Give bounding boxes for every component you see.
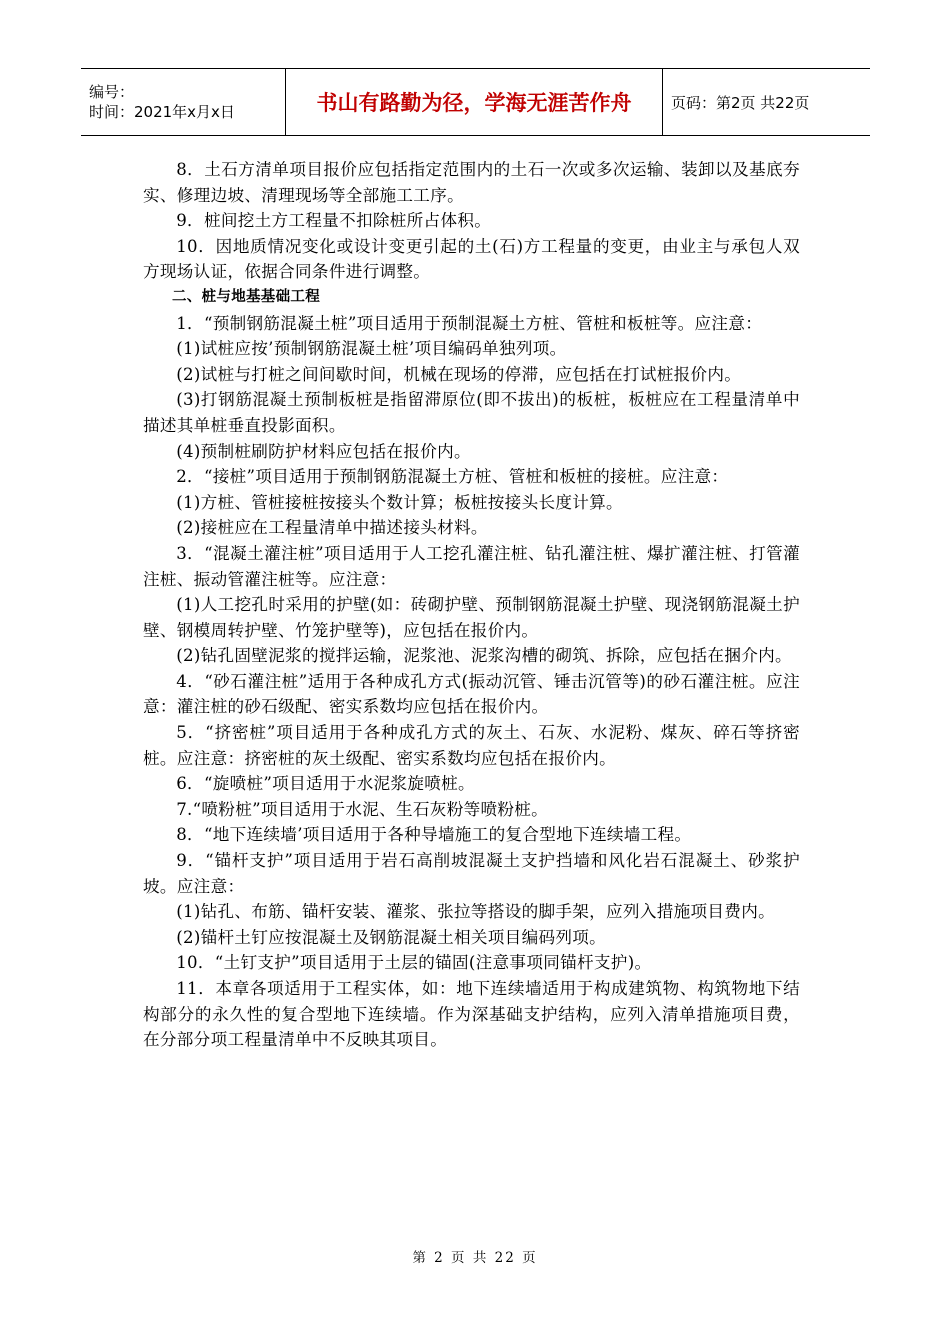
header-motto: 书山有路勤为径，学海无涯苦作舟 — [286, 69, 663, 136]
body-paragraph: (1)人工挖孔时采用的护壁(如：砖砌护壁、预制钢筋混凝土护壁、现浇钢筋混凝土护壁、钢模周转护壁、竹笼护壁等)，应包括在报价内。 — [143, 595, 800, 640]
body-paragraph: (1)方桩、管桩接桩按接头个数计算；板桩按接头长度计算。 — [176, 492, 623, 512]
body-paragraph: 9．“锚杆支护”项目适用于岩石高削坡混凝土支护挡墙和风化岩石混凝土、砂浆护坡。应注意： — [143, 851, 800, 896]
document-body — [143, 157, 800, 1053]
body-paragraph: 10．“土钉支护”项目适用于土层的锚固(注意事项同锚杆支护)。 — [176, 953, 652, 973]
body-paragraph: 8．土石方清单项目报价应包括指定范围内的土石一次或多次运输、装卸以及基底夯实、修理边坡、清理现场等全部施工工序。 — [143, 160, 800, 205]
body-paragraph: 2．“接桩”项目适用于预制钢筋混凝土方桩、管桩和板桩的接桩。应注意： — [176, 467, 729, 487]
body-paragraph: (3)打钢筋混凝土预制板桩是指留滞原位(即不拔出)的板桩，板桩应在工程量清单中描述其单桩垂直投影面积。 — [143, 390, 800, 435]
body-paragraph: (2)试桩与打桩之间间歇时间，机械在现场的停滞，应包括在打试桩报价内。 — [176, 364, 742, 384]
body-paragraph: (2)锚杆土钉应按混凝土及钢筋混凝土相关项目编码列项。 — [176, 927, 607, 947]
body-paragraph: 1．“预制钢筋混凝土桩”项目适用于预制混凝土方桩、管桩和板桩等。应注意： — [176, 313, 763, 333]
page-footer: 第 2 页 共 22 页 — [412, 1250, 538, 1266]
body-paragraph: (1)试桩应按’预制钢筋混凝土桩’项目编码单独列项。 — [176, 339, 567, 359]
section-heading: 二、桩与地基基础工程 — [172, 288, 320, 305]
body-paragraph: 6．“旋喷桩”项目适用于水泥浆旋喷桩。 — [176, 774, 475, 794]
body-paragraph: 3．“混凝土灌注桩”项目适用于人工挖孔灌注桩、钻孔灌注桩、爆扩灌注桩、打管灌注桩、振动管灌注桩等。应注意： — [143, 543, 800, 589]
body-paragraph: 11．本章各项适用于工程实体，如：地下连续墙适用于构成建筑物、构筑物地下结构部分的永久性的复合型地下连续墙。作为深基础支护结构，应列入清单措施项目费，在分部分项工程量清单中不反映其项目。 — [143, 979, 800, 1050]
body-paragraph: 10．因地质情况变化或设计变更引起的土(石)方工程量的变更，由业主与承包人双方现场认证，依据合同条件进行调整。 — [143, 236, 800, 282]
body-paragraph: (2)接桩应在工程量清单中描述接头材料。 — [176, 518, 488, 538]
body-paragraph: 7.“喷粉桩”项目适用于水泥、生石灰粉等喷粉桩。 — [176, 799, 549, 819]
body-paragraph: (2)钻孔固壁泥浆的搅拌运输，泥浆池、泥浆沟槽的砌筑、拆除，应包括在捆介内。 — [176, 646, 792, 666]
body-paragraph: 9．桩间挖土方工程量不扣除桩所占体积。 — [176, 211, 492, 231]
header-page-label: 页码：第2页 共22页 — [671, 93, 810, 112]
body-paragraph: 5．“挤密桩”项目适用于各种成孔方式的灰土、石灰、水泥粉、煤灰、碎石等挤密桩。应注意：挤密桩的灰土级配、密实系数均应包括在报价内。 — [143, 723, 800, 768]
document-header — [81, 68, 870, 136]
document-date-label: 时间：2021年x月x日 — [89, 103, 235, 121]
body-paragraph: 8．“地下连续墙’项目适用于各种导墙施工的复合型地下连续墙工程。 — [176, 825, 692, 845]
body-paragraph: 4．“砂石灌注桩”适用于各种成孔方式(振动沉管、锤击沉管等)的砂石灌注桩。应注意：灌注桩的砂石级配、密实系数均应包括在报价内。 — [143, 671, 800, 717]
body-paragraph: (4)预制桩刷防护材料应包括在报价内。 — [176, 441, 471, 461]
document-number-label: 编号： — [89, 83, 135, 101]
header-meta — [81, 69, 286, 136]
body-paragraph: (1)钻孔、布筋、锚杆安装、灌浆、张拉等搭设的脚手架，应列入措施项目费内。 — [176, 902, 775, 922]
